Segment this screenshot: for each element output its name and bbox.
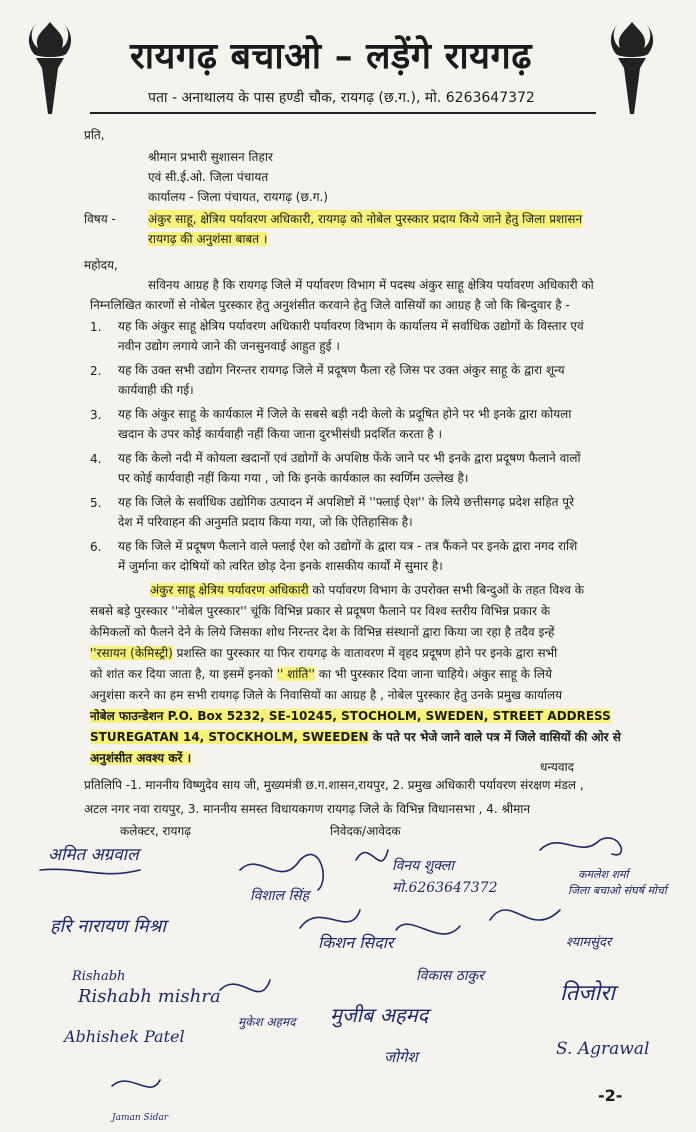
torch-emblem-right	[604, 18, 660, 118]
point-item: यह कि अंकुर साहू के कार्यकाल में जिले के सबसे बड़ी नदी केलो के प्रदूषित होने पर भी इनके द्वारा कोयला खदान के उपर कोई कार्यवाही नहीं किया जाना दुरभीसंधी प्रदर्शित करता है ।	[118, 407, 572, 441]
signature: S. Agrawal	[556, 1039, 650, 1059]
letterhead-divider	[90, 112, 596, 114]
signature: मो.6263647372	[392, 880, 498, 896]
letterhead-title: रायगढ़ बचाओ – लड़ेंगे रायगढ़	[130, 35, 533, 77]
signature: हरि नारायण मिश्रा	[50, 916, 166, 937]
signature: Rishabh	[72, 969, 126, 984]
torch-emblem-left	[22, 18, 78, 118]
point-number: 4.	[90, 452, 102, 466]
point-item: यह कि अंकुर साहू क्षेत्रिय पर्यावरण अधिकारी पर्यावरण विभाग के कार्यालय में सर्वाधिक उद्योगों के विस्तार एवं नवीन उद्योग लगाये जाने की जनसुनवाई आहुत हुई ।	[118, 319, 584, 353]
copy-to-line-1: प्रतिलिपि -1. माननीय विष्णुदेव साय जी, मुख्यमंत्री छ.ग.शासन,रायपुर, 2. प्रमुख अधिकारी पर्यावरण संरक्षण मंडल ,	[84, 778, 584, 792]
letterhead-address: पता - अनाथालय के पास हण्डी चौक, रायगढ़ (छ.ग.), मो. 6263647372	[148, 90, 535, 106]
point-item: यह कि केलो नदी में कोयला खदानों एवं उद्योगों के अपशिष्ठ फेंके जाने पर भी इनके द्वारा प्रदूषण फैलाने वालों पर कोई कार्यवाही नहीं किया गया , जो कि इनके कार्यकाल का स्वर्णिम उल्लेख है।	[118, 451, 581, 485]
point-number: 2.	[90, 364, 102, 378]
subject-line-2: रायगढ़ की अनुशंसा बाबत ।	[148, 232, 268, 246]
subject-label: विषय -	[84, 212, 116, 226]
signature: विशाल सिंह	[250, 888, 310, 904]
recipient-line-3: कार्यालय - जिला पंचायत, रायगढ़ (छ.ग.)	[148, 190, 328, 204]
signature: Rishabh mishra	[78, 986, 221, 1007]
point-number: 6.	[90, 540, 102, 554]
subject-line-1: अंकुर साहू, क्षेत्रिय पर्यावरण अधिकारी, रायगढ़ को नोबेल पुरस्कार प्रदाय किये जाने हेतु जिला प्रशासन	[148, 212, 583, 226]
body-paragraph: अंकुर साहू क्षेत्रिय पर्यावरण अधिकारी को पर्यावरण विभाग के उपरोक्त सभी बिन्दुओं के तहत विश्व के सबसे बड़े पुरस्कार ''नोबेल पुरस्कार'' चूंकि विभिन्न प्रकार से प्रदूषण फैलाने पर विश्व स्तरीय विभिन्न प्रकार के केमिकलों को फैलने देने के लिये जिसका शोध निरन्तर देश के विभिन्न संस्थानों द्वारा किया जा रहा है तदैव इन्हें ''रसायन (केमिस्ट्री) प्रशस्ति का पुरस्कार या फिर रायगढ़ के वातावरण में वृहद प्रदूषण होने पर इनके द्वारा सभी को शांत कर दिया जाता है, या इसमें इनको '' शांति'' का भी पुरस्कार दिया जाना चाहिये। अंकुर साहू के लिये अनुशंसा करने का हम सभी रायगढ़ जिले के निवासियों का आग्रह है , नोबेल पुरस्कार हेतु उनके प्रमुख कार्यालय नोबेल फाउन्डेशन P.O. Box 5232, SE-10245, STOCHOLM, SWEDEN, STREET ADDRESS STUREGATAN 14, STOCKHOLM, SWEEDEN के पते पर भेजे जाने वाले पत्र में जिले वासियों की ओर से अनुशंसीत अवश्य करें ।	[90, 583, 621, 765]
signature-block	[0, 830, 696, 1130]
signature: जोगेश	[384, 1048, 418, 1066]
signature: श्यामसुंदर	[566, 935, 612, 950]
point-number: 3.	[90, 408, 102, 422]
point-item: यह कि जिले के सर्वाधिक उद्योगिक उत्पादन में अपशिष्टों में ''फ्लाई ऐश'' के लिये छत्तीसगढ़ प्रदेश सहित पूरे देश में परिवाहन की अनुमति प्रदाय किया गया, जो कि ऐतिहासिक है।	[118, 495, 574, 529]
signature: तिजोरा	[560, 981, 615, 1006]
signature: विकास ठाकुर	[416, 968, 484, 984]
to-label: प्रति,	[84, 128, 105, 142]
point-number: 1.	[90, 320, 102, 334]
signature: किशन सिदार	[318, 933, 394, 952]
thanks: धन्यवाद	[540, 760, 575, 774]
signature: मुकेश अहमद	[238, 1015, 296, 1029]
signature: विनय शुक्ला	[392, 858, 455, 874]
copy-to-line-2: अटल नगर नवा रायपुर, 3. माननीय समस्त विधायकगण रायगढ़ जिले के विभिन्न विधानसभा , 4. श्रीमान	[84, 802, 531, 816]
signature: कमलेश शर्मा	[578, 868, 629, 881]
recipient-line-1: श्रीमान प्रभारी सुशासन तिहार	[148, 150, 273, 164]
applicant-label: निवेदक/आवेदक	[330, 824, 401, 838]
recipient-line-2: एवं सी.ई.ओ. जिला पंचायत	[148, 170, 269, 184]
intro-line-2: निम्नलिखित कारणों से नोबेल पुरस्कार हेतु अनुशंसीत करवाने हेतु जिले वासियों का आग्रह है जो कि बिन्दुवार है -	[90, 298, 570, 312]
signature: Jaman Sidar	[112, 1113, 169, 1123]
signature: Abhishek Patel	[64, 1027, 185, 1046]
signature: मुजीब अहमद	[330, 1003, 429, 1027]
signature: जिला बचाओ संघर्ष मोर्चा	[568, 884, 667, 897]
point-item: यह कि जिले में प्रदूषण फैलाने वाले फ्लाई ऐश को उद्योगों के द्वारा यत्र - तत्र फैंकने पर इनके द्वारा नगद राशि में जुर्माना कर दोषियों को त्वरित छोड़ देना इनके शासकीय कार्यों में सुमार है।	[118, 539, 578, 573]
greeting: महोदय,	[84, 258, 118, 272]
point-number: 5.	[90, 496, 102, 510]
signature: अमित अग्रवाल	[48, 845, 139, 865]
page-number: -2-	[598, 1086, 623, 1105]
intro-line-1: सविनय आग्रह है कि रायगढ़ जिले में पर्यावरण विभाग में पदस्थ अंकुर साहू क्षेत्रिय पर्यावरण अधिकारी को	[148, 278, 594, 292]
point-item: यह कि उक्त सभी उद्योग निरन्तर रायगढ़ जिले में प्रदूषण फैला रहे जिस पर उक्त अंकुर साहू के द्वारा शून्य कार्यवाही की गई।	[118, 363, 565, 397]
copy-to-line-3: कलेक्टर, रायगढ़	[120, 824, 191, 838]
